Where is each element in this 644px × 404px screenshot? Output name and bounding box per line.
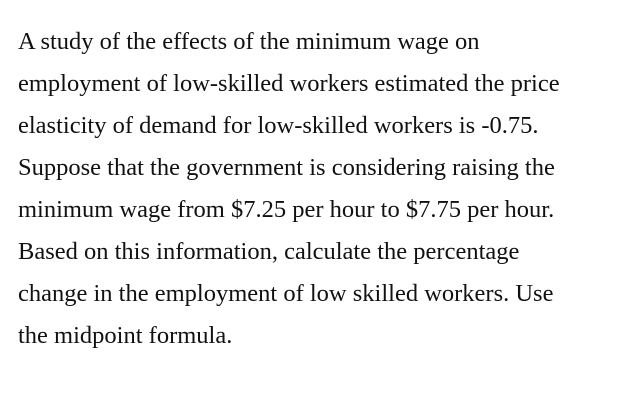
- question-line: elasticity of demand for low-skilled workers is -0.75.: [18, 112, 539, 139]
- question-line: employment of low-skilled workers estimated the price: [18, 70, 560, 97]
- question-line: A study of the effects of the minimum wage on: [18, 28, 480, 55]
- question-line: the midpoint formula.: [18, 322, 233, 349]
- question-text: [18, 21, 640, 357]
- question-line: minimum wage from $7.25 per hour to $7.75 per hour.: [18, 196, 555, 223]
- question-line: Based on this information, calculate the percentage: [18, 238, 520, 265]
- question-line: Suppose that the government is considering raising the: [18, 154, 555, 181]
- question-line: change in the employment of low skilled workers. Use: [18, 280, 554, 307]
